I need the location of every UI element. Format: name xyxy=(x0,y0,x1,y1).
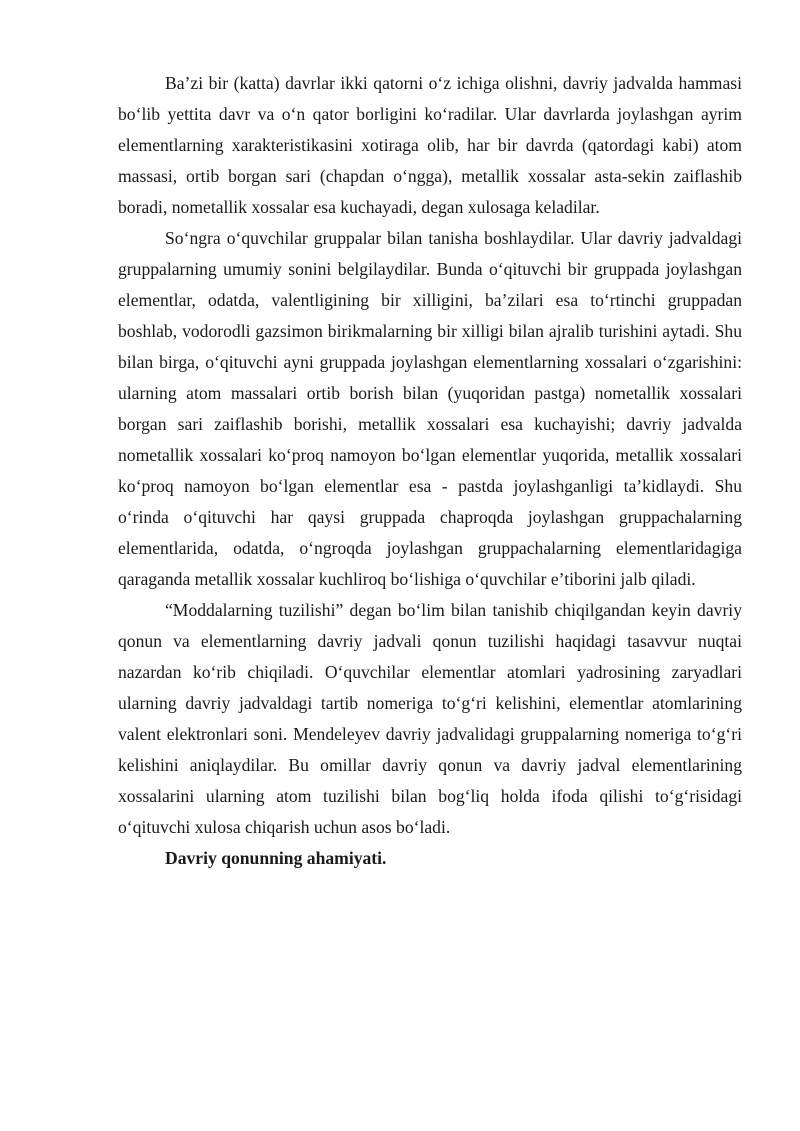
paragraph-groups: So‘ngra o‘quvchilar gruppalar bilan tanisha boshlaydilar. Ular davriy jadvaldagi gruppalarning umumiy sonini belgilaydilar. Bunda o‘qituvchi bir gruppada joylashgan elementlar, odatda, valentligining bir xilligini, ba’zilari esa to‘rtinchi gruppadan boshlab, vodorodli gazsimon birikmalarning bir xilligi bilan ajralib turishini aytadi. Shu bilan birga, o‘qituvchi ayni gruppada joylashgan elementlarning xossalari o‘zgarishini: ularning atom massalari ortib borish bilan (yuqoridan pastga) nometallik xossalari borgan sari zaiflashib borishi, metallik xossalari esa kuchayishi; davriy jadvalda nometallik xossalari ko‘proq namoyon bo‘lgan elementlar yuqorida, metallik xossalari ko‘proq namoyon bo‘lgan elementlar esa - pastda joylashganligi ta’kidlaydi. Shu o‘rinda o‘qituvchi har qaysi gruppada chaproqda joylashgan gruppachalarning elementlarida, odatda, o‘ngroqda joylashgan gruppachalarning elementlaridagiga qaraganda metallik xossalar kuchliroq bo‘lishiga o‘quvchilar e’tiborini jalb qiladi. xyxy=(118,228,742,589)
paragraph-structure: “Moddalarning tuzilishi” degan bo‘lim bilan tanishib chiqilgandan keyin davriy qonun va elementlarning davriy jadvali qonun tuzilishi haqidagi tasavvur nuqtai nazardan ko‘rib chiqiladi. O‘quvchilar elementlar atomlari yadrosining zaryadlari ularning davriy jadvaldagi tartib nomeriga to‘g‘ri kelishini, elementlar atomlarining valent elektronlari soni. Mendeleyev davriy jadvalidagi gruppalarning nomeriga to‘g‘ri kelishini aniqlaydilar. Bu omillar davriy qonun va davriy jadval elementlarining xossalarini ularning atom tuzilishi bilan bog‘liq holda ifoda qilishi to‘g‘risidagi o‘qituvchi xulosa chiqarish uchun asos bo‘ladi. xyxy=(118,600,742,837)
paragraph-periods: Ba’zi bir (katta) davrlar ikki qatorni o‘z ichiga olishni, davriy jadvalda hammasi bo‘lib yettita davr va o‘n qator borligini ko‘radilar. Ular davrlarda joylashgan ayrim elementlarning xarakteristikasini xotiraga olib, har bir davrda (qatordagi kabi) atom massasi, ortib borgan sari (chapdan o‘ngga), metallik xossalar asta-sekin zaiflashib boradi, nometallik xossalar esa kuchayadi, degan xulosaga keladilar. xyxy=(118,73,742,217)
section-heading: Davriy qonunning ahamiyati. xyxy=(165,848,387,868)
document-page xyxy=(118,68,742,874)
